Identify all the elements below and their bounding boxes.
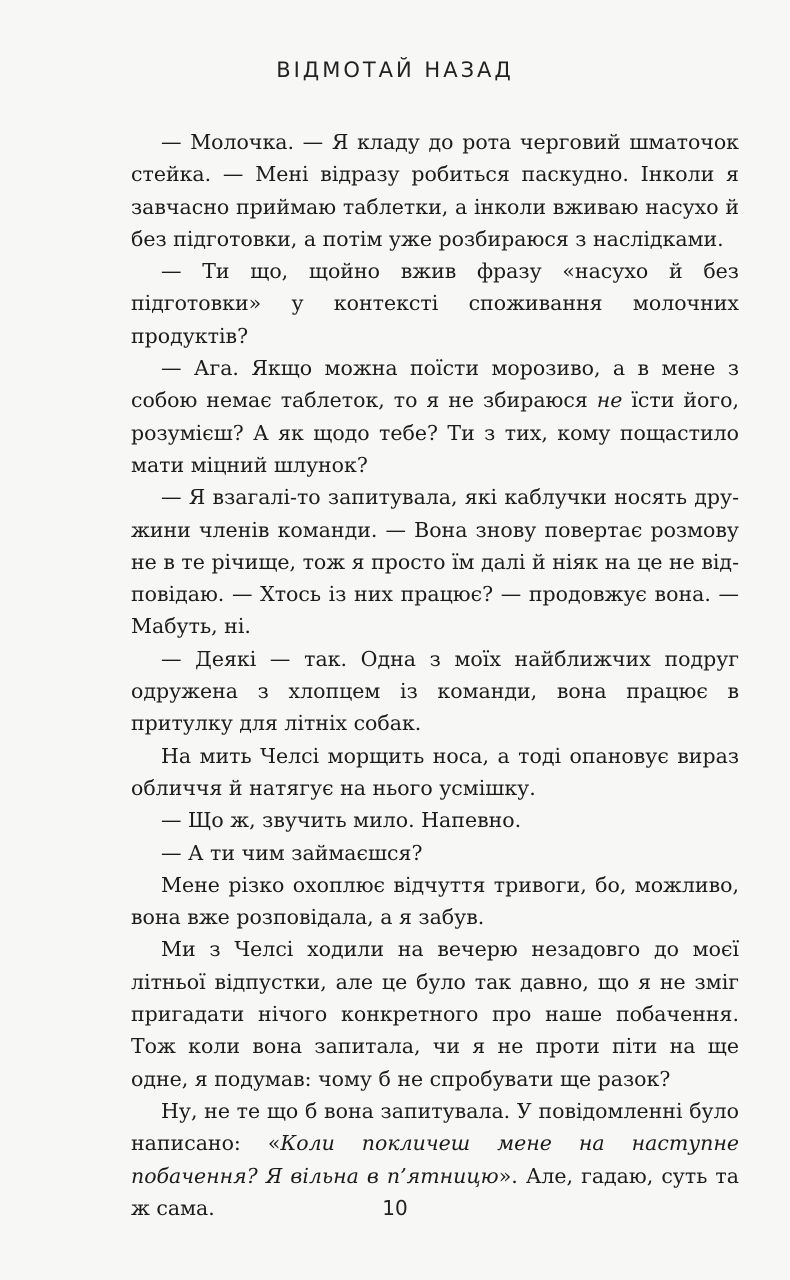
text-segment: ». Але, гадаю, суть та ж сама. <box>131 1163 739 1220</box>
page-number: 10 <box>382 1196 408 1220</box>
paragraph <box>131 481 739 642</box>
text-segment: — Ти що, щойно вжив фразу «насухо й без підготовки» у контексті споживання молочних продуктів? <box>131 259 739 348</box>
running-head: ВІДМОТАЙ НАЗАД <box>276 58 514 82</box>
paragraph <box>131 740 739 805</box>
text-segment: — Ага. Якщо можна поїсти морозиво, а в мене з собою немає таблеток, то я не збираюся <box>131 356 739 413</box>
text-segment: їсти його, розумієш? А як щодо тебе? Ти з тих, кому пощастило мати міцний шлунок? <box>131 388 739 477</box>
text-segment: — Деякі — так. Одна з моїх найближчих подруг одружена з хлопцем із команди, вона працює в притулку для літніх собак. <box>131 646 739 736</box>
paragraph <box>131 126 739 255</box>
paragraph <box>131 643 739 740</box>
text-segment: Мене різко охоплює відчуття тривоги, бо, можливо, вона вже розповідала, а я забув. <box>131 872 739 930</box>
paragraph <box>131 352 739 481</box>
body-text <box>131 126 739 1224</box>
paragraph <box>131 837 739 869</box>
text-segment: — Я взагалі-то запитувала, які каблучки носять дружини членів команди. — Вона знову повертає розмову не в те річище, тож я просто їм далі й ніяк на це не відповідаю. — Хтось із них працює? — продовжує вона. — Мабуть, ні. <box>131 485 739 639</box>
text-segment: На мить Челсі морщить носа, а тоді опановує вираз обличчя й натягує на нього усмішку. <box>131 743 739 800</box>
paragraph <box>131 804 739 836</box>
text-segment: — А ти чим займаєшся? <box>161 840 423 865</box>
paragraph <box>131 255 739 352</box>
text-segment: Ми з Челсі ходили на вечерю незадовго до моєї літньої відпустки, але це було так давно, що я не зміг пригадати нічого конкретного про наше побачення. Тож коли вона запитала, чи я не проти піти на ще одне, я подумав: чому б не спробувати ще разок? <box>131 937 739 1091</box>
text-segment: — Молочка. — Я кладу до рота черговий шматочок стейка. — Мені відразу робиться паскудно. Інколи я завчасно приймаю таблетки, а інколи вживаю насухо й без підготовки, а потім уже розбираюся з наслідками. <box>131 130 739 251</box>
text-segment: Ну, не те що б вона запитувала. У повідомленні було написано: « <box>131 1098 739 1156</box>
text-segment: — Що ж, звучить мило. Напевно. <box>161 808 522 833</box>
paragraph <box>131 869 739 934</box>
italic-text: не <box>596 388 623 413</box>
italic-text: Коли покличеш мене на наступне побачення? Я вільна в п’ятницю <box>131 1131 739 1188</box>
paragraph <box>131 933 739 1094</box>
